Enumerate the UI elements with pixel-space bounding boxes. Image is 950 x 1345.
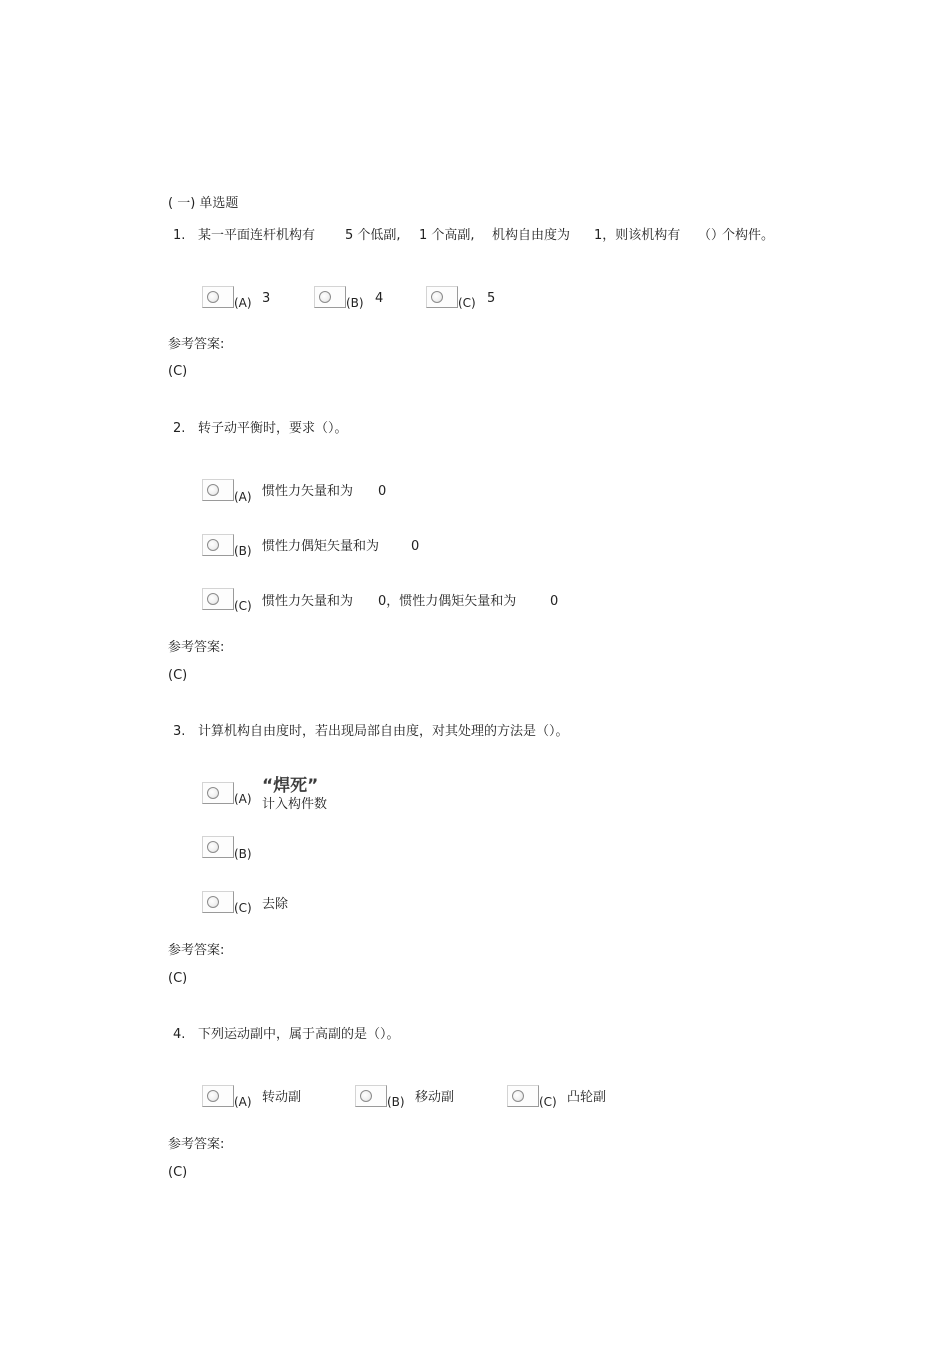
option-c-text: 0 <box>550 594 559 609</box>
answer-label: 参考答案: <box>168 1137 225 1152</box>
option-a-label: (A) <box>234 490 252 504</box>
option-b-text: 移动副 <box>415 1090 455 1105</box>
answer-label: 参考答案: <box>168 640 225 655</box>
answer-value: (C) <box>168 668 188 683</box>
question-number: 2. <box>173 421 186 436</box>
option-c-label: (C) <box>234 599 252 613</box>
option-b-label: (B) <box>387 1095 405 1109</box>
option-c-label: (C) <box>539 1095 557 1109</box>
option-b-label: (B) <box>346 296 364 310</box>
option-a-radio[interactable] <box>202 479 234 501</box>
question-stem: 计算机构自由度时，若出现局部自由度，对其处理的方法是（）。 <box>198 724 569 739</box>
question-stem-part: 1 个高副, <box>419 228 475 243</box>
question-stem-part: 个构件。 <box>722 228 775 243</box>
option-a-text: 计入构件数 <box>262 797 328 812</box>
option-c-radio[interactable] <box>202 588 234 610</box>
option-a-label: (A) <box>234 792 252 806</box>
option-c-label: (C) <box>458 296 476 310</box>
option-a-label: (A) <box>234 296 252 310</box>
option-c-text: 去除 <box>262 897 289 912</box>
question-stem-part: 机构自由度为 <box>492 228 571 243</box>
option-a-radio[interactable] <box>202 286 234 308</box>
answer-value: (C) <box>168 364 188 379</box>
option-b-label: (B) <box>234 544 252 558</box>
option-c-radio[interactable] <box>507 1085 539 1107</box>
question-stem: 下列运动副中，属于高副的是（）。 <box>198 1027 400 1042</box>
answer-value: (C) <box>168 1165 188 1180</box>
option-a-text: 转动副 <box>262 1090 302 1105</box>
question-stem: 转子动平衡时，要求（）。 <box>198 421 348 436</box>
answer-label: 参考答案: <box>168 943 225 958</box>
option-c-text: 0，惯性力偶矩矢量和为 <box>378 594 517 609</box>
option-b-radio[interactable] <box>355 1085 387 1107</box>
option-a-text: 惯性力矢量和为 <box>262 484 354 499</box>
option-b-text: 0 <box>411 539 420 554</box>
option-b-text: 惯性力偶矩矢量和为 <box>262 539 380 554</box>
option-a-text: 3 <box>262 291 271 306</box>
option-b-radio[interactable] <box>202 836 234 858</box>
option-b-label: (B) <box>234 847 252 861</box>
section-title: ( 一) 单选题 <box>168 196 239 211</box>
option-a-radio[interactable] <box>202 1085 234 1107</box>
question-stem-part: 1，则该机构有 <box>594 228 681 243</box>
option-c-text: 5 <box>487 291 496 306</box>
weld-image-text: “焊死” <box>262 776 319 796</box>
option-a-text: 0 <box>378 484 387 499</box>
option-c-text: 惯性力矢量和为 <box>262 594 354 609</box>
option-c-text: 凸轮副 <box>567 1090 607 1105</box>
question-stem-part: （） <box>698 228 725 243</box>
question-number: 4. <box>173 1027 186 1042</box>
answer-value: (C) <box>168 971 188 986</box>
question-number: 1. <box>173 228 186 243</box>
option-c-radio[interactable] <box>426 286 458 308</box>
option-c-label: (C) <box>234 901 252 915</box>
option-a-label: (A) <box>234 1095 252 1109</box>
question-stem-part: 5 个低副, <box>345 228 401 243</box>
option-b-text: 4 <box>375 291 384 306</box>
option-a-radio[interactable] <box>202 782 234 804</box>
question-number: 3. <box>173 724 186 739</box>
option-c-radio[interactable] <box>202 891 234 913</box>
option-b-radio[interactable] <box>202 534 234 556</box>
option-b-radio[interactable] <box>314 286 346 308</box>
answer-label: 参考答案: <box>168 337 225 352</box>
question-stem-part: 某一平面连杆机构有 <box>198 228 316 243</box>
